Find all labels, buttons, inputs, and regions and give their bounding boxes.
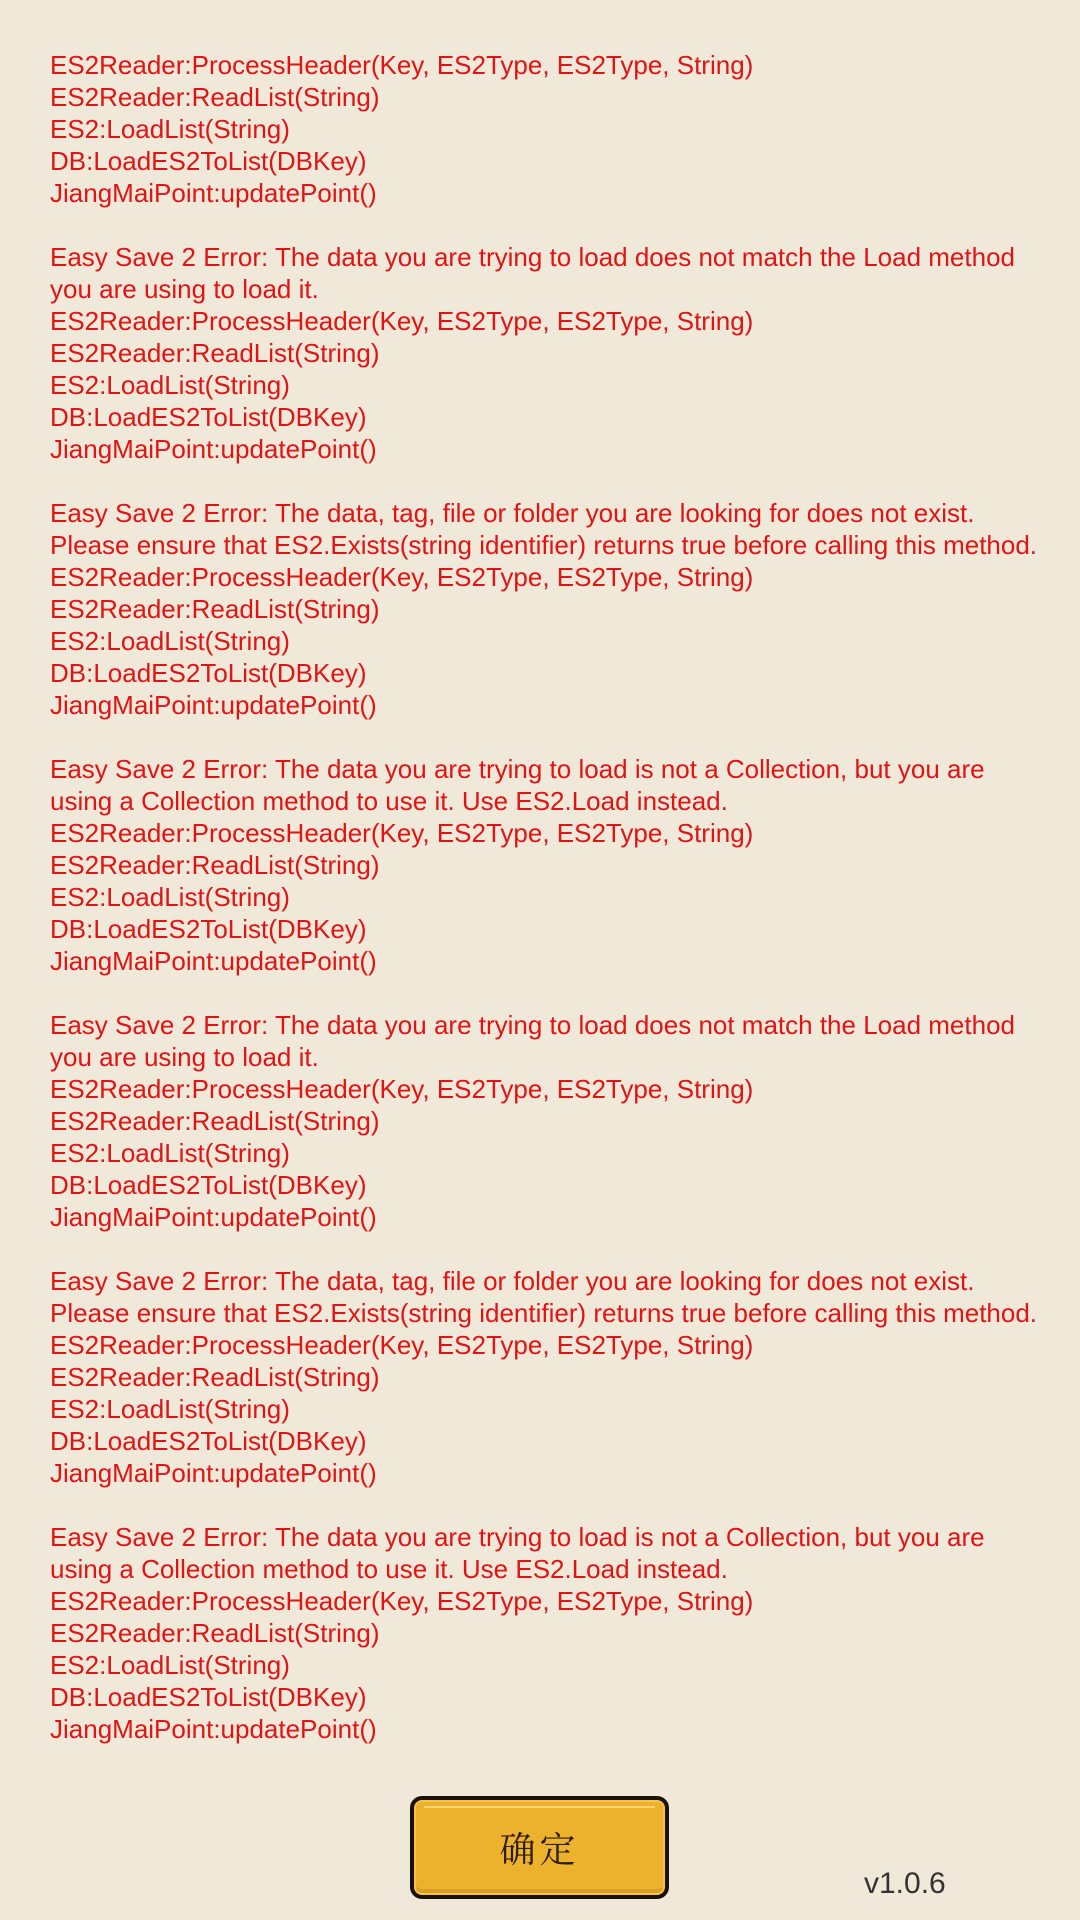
confirm-button-label: 确定 [499,1830,580,1871]
stack-line: JiangMaiPoint:updatePoint() [50,1714,377,1744]
stack-line: ES2:LoadList(String) [50,114,290,144]
error-message: Easy Save 2 Error: The data you are trying to load does not match the Load method you are using to load it. [50,242,1015,304]
log-top-stack [50,49,1050,209]
error-message: Easy Save 2 Error: The data you are trying to load does not match the Load method you are using to load it. [50,1010,1015,1072]
log-entry [50,241,1050,465]
stack-line: ES2:LoadList(String) [50,1650,290,1680]
stack-line: DB:LoadES2ToList(DBKey) [50,658,367,688]
stack-line: ES2Reader:ProcessHeader(Key, ES2Type, ES2Type, String) [50,1074,754,1104]
error-log [50,49,1050,1777]
error-message: Easy Save 2 Error: The data you are trying to load is not a Collection, but you are using a Collection method to use it. Use ES2.Load instead. [50,1522,985,1584]
stack-line: DB:LoadES2ToList(DBKey) [50,914,367,944]
stack-line: ES2Reader:ProcessHeader(Key, ES2Type, ES2Type, String) [50,562,754,592]
stack-line: JiangMaiPoint:updatePoint() [50,946,377,976]
stack-line: DB:LoadES2ToList(DBKey) [50,1426,367,1456]
stack-line: ES2:LoadList(String) [50,1394,290,1424]
stack-line: ES2Reader:ProcessHeader(Key, ES2Type, ES2Type, String) [50,306,754,336]
stack-line: ES2Reader:ReadList(String) [50,594,380,624]
stack-line: ES2Reader:ReadList(String) [50,338,380,368]
log-entry [50,1265,1050,1489]
confirm-button[interactable] [410,1796,669,1899]
stack-line: JiangMaiPoint:updatePoint() [50,178,377,208]
stack-line: ES2Reader:ReadList(String) [50,1106,380,1136]
log-entry [50,1521,1050,1745]
error-message: Easy Save 2 Error: The data, tag, file or folder you are looking for does not exist. Please ensure that ES2.Exists(string identifier) returns true before calling this method. [50,498,1038,560]
version-label: v1.0.6 [864,1867,946,1900]
stack-line: ES2:LoadList(String) [50,626,290,656]
stack-line: JiangMaiPoint:updatePoint() [50,1458,377,1488]
stack-line: ES2Reader:ReadList(String) [50,850,380,880]
stack-line: ES2Reader:ProcessHeader(Key, ES2Type, ES2Type, String) [50,50,754,80]
log-entry [50,1009,1050,1233]
stack-line: JiangMaiPoint:updatePoint() [50,690,377,720]
stack-line: ES2:LoadList(String) [50,882,290,912]
stack-line: ES2Reader:ProcessHeader(Key, ES2Type, ES2Type, String) [50,1330,754,1360]
stack-line: ES2:LoadList(String) [50,1138,290,1168]
stack-line: ES2Reader:ProcessHeader(Key, ES2Type, ES2Type, String) [50,1586,754,1616]
stack-line: DB:LoadES2ToList(DBKey) [50,402,367,432]
stack-line: ES2Reader:ReadList(String) [50,1362,380,1392]
error-message: Easy Save 2 Error: The data, tag, file or folder you are looking for does not exist. Please ensure that ES2.Exists(string identifier) returns true before calling this method. [50,1266,1038,1328]
log-entry [50,497,1050,721]
stack-line: ES2:LoadList(String) [50,370,290,400]
stack-line: ES2Reader:ProcessHeader(Key, ES2Type, ES2Type, String) [50,818,754,848]
stack-line: ES2Reader:ReadList(String) [50,82,380,112]
stack-line: JiangMaiPoint:updatePoint() [50,1202,377,1232]
stack-line: DB:LoadES2ToList(DBKey) [50,146,367,176]
stack-line: DB:LoadES2ToList(DBKey) [50,1682,367,1712]
stack-line: DB:LoadES2ToList(DBKey) [50,1170,367,1200]
stack-line: JiangMaiPoint:updatePoint() [50,434,377,464]
log-entry [50,753,1050,977]
stack-line: ES2Reader:ReadList(String) [50,1618,380,1648]
error-message: Easy Save 2 Error: The data you are trying to load is not a Collection, but you are using a Collection method to use it. Use ES2.Load instead. [50,754,985,816]
